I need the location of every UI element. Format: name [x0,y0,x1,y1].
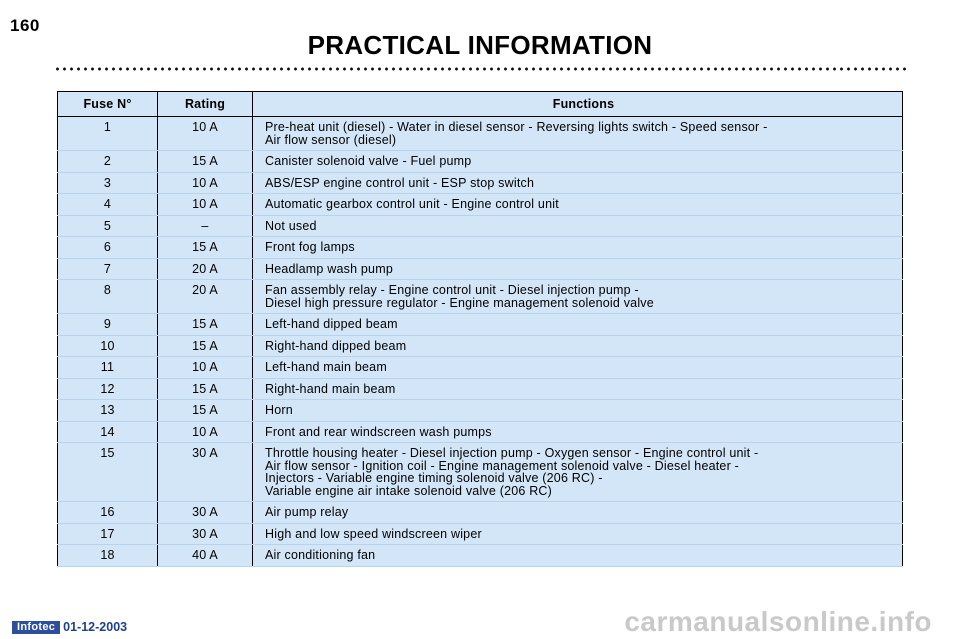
fuse-number-cell: 18 [58,545,158,567]
table-header-row [58,92,903,117]
table-row [58,280,903,314]
functions-cell: Right-hand dipped beam [253,335,903,357]
rating-cell: 10 A [158,117,253,151]
fuse-number-cell: 12 [58,378,158,400]
table-row [58,378,903,400]
fuse-number-cell: 1 [58,117,158,151]
table-row [58,194,903,216]
table-row [58,215,903,237]
functions-cell: High and low speed windscreen wiper [253,523,903,545]
rating-cell: 30 A [158,443,253,502]
rating-cell: 15 A [158,335,253,357]
table-row [58,443,903,502]
header-rating: Rating [158,92,253,117]
watermark: carmanualsonline.info [624,606,932,637]
rating-cell: 10 A [158,421,253,443]
fuse-number-cell: 3 [58,172,158,194]
functions-cell: Left-hand dipped beam [253,314,903,336]
infotec-logo: Infotec [12,621,60,634]
fuse-table-body [58,117,903,567]
table-row [58,400,903,422]
header-fuse-number: Fuse N° [58,92,158,117]
functions-cell: Horn [253,400,903,422]
rating-cell: 15 A [158,314,253,336]
functions-cell: ABS/ESP engine control unit - ESP stop switch [253,172,903,194]
rating-cell: 15 A [158,237,253,259]
fuse-number-cell: 15 [58,443,158,502]
fuse-number-cell: 9 [58,314,158,336]
fuse-number-cell: 8 [58,280,158,314]
rating-cell: 20 A [158,258,253,280]
fuse-number-cell: 14 [58,421,158,443]
footer [12,620,127,634]
page-title: PRACTICAL INFORMATION [307,30,653,60]
functions-cell: Front and rear windscreen wash pumps [253,421,903,443]
rating-cell: 40 A [158,545,253,567]
fuse-number-cell: 4 [58,194,158,216]
table-row [58,258,903,280]
header-functions: Functions [253,92,903,117]
rating-cell: 10 A [158,172,253,194]
table-row [58,117,903,151]
functions-cell: Automatic gearbox control unit - Engine control unit [253,194,903,216]
table-row [58,421,903,443]
fuse-number-cell: 17 [58,523,158,545]
table-row [58,314,903,336]
functions-cell: Left-hand main beam [253,357,903,379]
fuse-number-cell: 2 [58,151,158,173]
table-row [58,237,903,259]
rating-cell: 10 A [158,194,253,216]
fuse-number-cell: 10 [58,335,158,357]
table-row [58,357,903,379]
functions-cell: Fan assembly relay - Engine control unit - Diesel injection pump - Diesel high pressure regulator - Engine management solenoid valve [253,280,903,314]
rating-cell: – [158,215,253,237]
table-row [58,151,903,173]
functions-cell: Headlamp wash pump [253,258,903,280]
fuse-number-cell: 6 [58,237,158,259]
page-number: 160 [10,16,40,35]
rating-cell: 15 A [158,378,253,400]
fuse-number-cell: 7 [58,258,158,280]
functions-cell: Air conditioning fan [253,545,903,567]
functions-cell: Not used [253,215,903,237]
dotted-separator [54,67,906,71]
fuse-number-cell: 16 [58,502,158,524]
table-row [58,172,903,194]
functions-cell: Right-hand main beam [253,378,903,400]
fuse-number-cell: 5 [58,215,158,237]
rating-cell: 10 A [158,357,253,379]
fuse-number-cell: 11 [58,357,158,379]
rating-cell: 30 A [158,523,253,545]
footer-date: 01-12-2003 [63,620,128,634]
functions-cell: Front fog lamps [253,237,903,259]
functions-cell: Canister solenoid valve - Fuel pump [253,151,903,173]
fuse-number-cell: 13 [58,400,158,422]
functions-cell: Throttle housing heater - Diesel injection pump - Oxygen sensor - Engine control unit - Air flow sensor - Ignition coil - Engine management solenoid valve - Diesel heater - Injectors - Variable engine timing solenoid valve (206 RC) - Variable engine air intake solenoid valve (206 RC) [253,443,903,502]
fuse-table [57,91,903,567]
table-row [58,335,903,357]
table-row [58,545,903,567]
rating-cell: 15 A [158,400,253,422]
rating-cell: 20 A [158,280,253,314]
table-row [58,523,903,545]
functions-cell: Air pump relay [253,502,903,524]
table-row [58,502,903,524]
rating-cell: 30 A [158,502,253,524]
rating-cell: 15 A [158,151,253,173]
functions-cell: Pre-heat unit (diesel) - Water in diesel sensor - Reversing lights switch - Speed sensor - Air flow sensor (diesel) [253,117,903,151]
